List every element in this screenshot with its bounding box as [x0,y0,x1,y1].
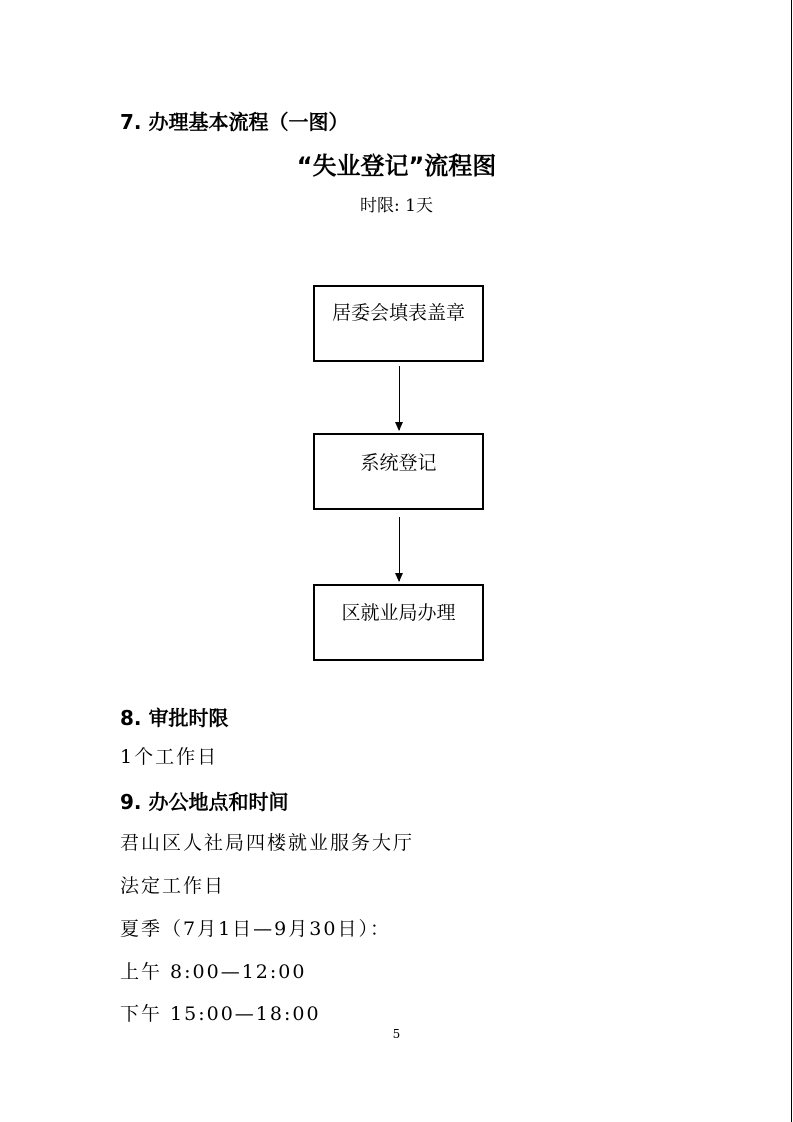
morning-hours-text: 上午 8:00—12:00 [120,961,307,983]
flow-step-2 [313,433,484,510]
afternoon-hours-text: 下午 15:00—18:00 [120,1003,321,1025]
office-location-text: 君山区人社局四楼就业服务大厅 [120,832,415,854]
flow-arrow-1 [399,366,400,430]
section-7-heading: 7. 办理基本流程（一图） [120,110,349,134]
flow-step-label: 居委会填表盖章 [331,302,465,324]
approval-time-text: 1个工作日 [120,746,219,768]
flowchart-time-limit: 时限: 1天 [360,196,433,216]
flow-step-label: 系统登记 [360,452,437,474]
summer-period-text: 夏季（7月1日—9月30日）： [120,918,391,940]
page-number: 5 [392,1027,401,1041]
flow-step-1 [313,285,484,362]
flow-step-label: 区就业局办理 [341,602,456,624]
section-8-heading: 8. 审批时限 [120,706,229,730]
flowchart-title: “失业登记”流程图 [296,152,497,180]
working-days-text: 法定工作日 [120,875,226,897]
section-9-heading: 9. 办公地点和时间 [120,790,289,814]
flow-arrow-2 [399,517,400,581]
flow-step-3 [313,584,484,661]
